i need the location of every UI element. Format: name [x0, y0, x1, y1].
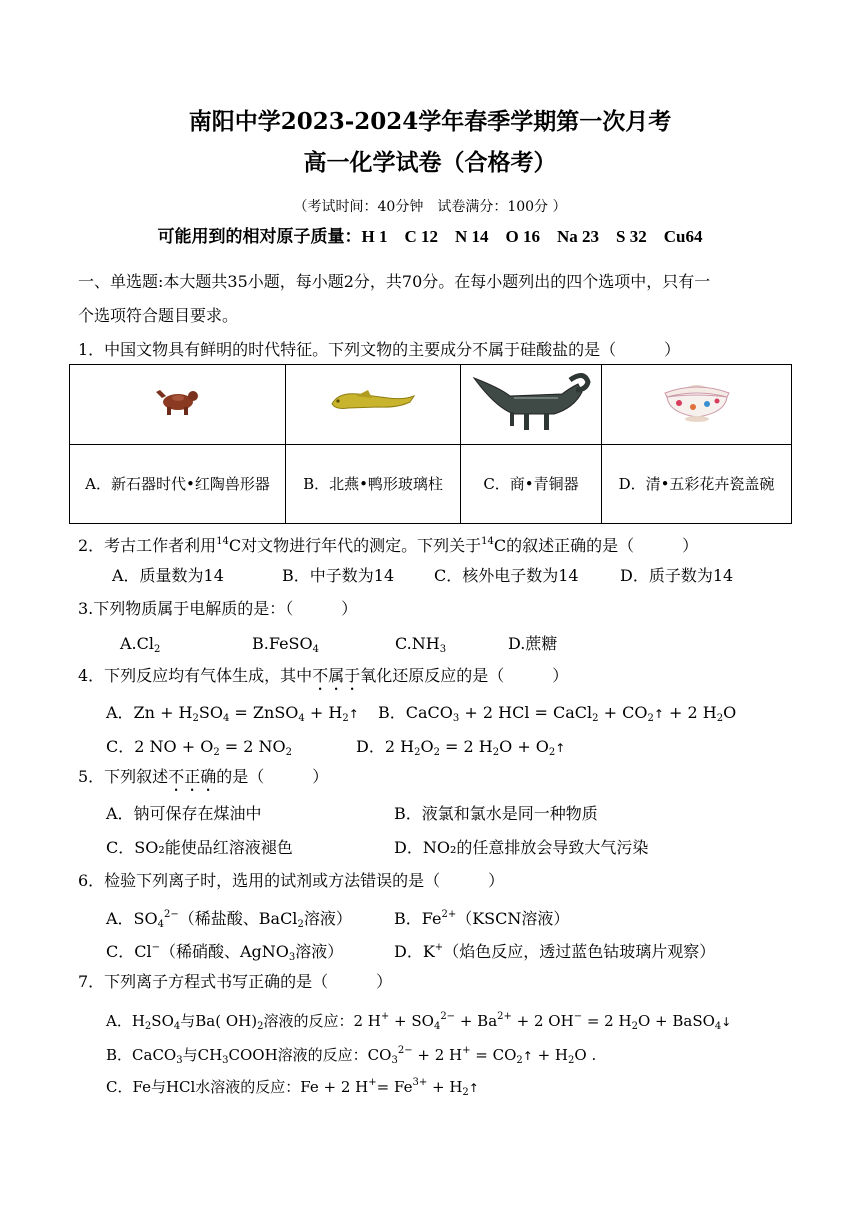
- atomic-masses: 可能用到的相对原子质量：H 1 C 12 N 14 O 16 Na 23 S 32 Cu64: [157, 227, 703, 246]
- q1-image-cell-c: [461, 365, 602, 445]
- exam-subtitle: 高一化学试卷（合格考）: [303, 149, 557, 176]
- q7-stem: 7．下列离子方程式书写正确的是（ ）: [78, 972, 393, 991]
- q6-stem: 6．检验下列离子时，选用的试剂或方法错误的是（ ）: [78, 871, 505, 890]
- q5-option-d: D．NO₂的任意排放会导致大气污染: [394, 838, 649, 857]
- q1-artifact-table: [69, 364, 792, 524]
- q2-stem: 2．考古工作者利用$^{14}$C对文物进行年代的测定。下列关于$^{14}$C的叙述正确的是（ ）: [78, 536, 699, 555]
- porcelain-bowl-icon: [659, 379, 735, 423]
- q4-option-b: B．CaCO$_3$ + 2 HCl = CaCl$_2$ + $CO_2↑ + 2$ $H_2O$: [378, 703, 737, 724]
- q4-option-c: C．2 NO + $O_2 = 2$ $NO_2$: [106, 737, 293, 758]
- q1-stem: 1．中国文物具有鲜明的时代特征。下列文物的主要成分不属于硅酸盐的是（ ）: [78, 340, 681, 359]
- q5-option-a: A．钠可保存在煤油中: [106, 804, 262, 823]
- q3-option-a: $A.Cl_2$: [120, 634, 161, 655]
- q6-option-a: A．$SO_4^{2-}$（稀盐酸、BaCl$_2$溶液）: [106, 909, 352, 930]
- q2-option-a: A．质量数为14: [112, 566, 224, 585]
- exam-info: （考试时间：40分钟 试卷满分：100分 ）: [293, 199, 567, 215]
- q3-stem: 3.下列物质属于电解质的是：（ ）: [78, 599, 358, 618]
- red-pottery-beast-icon: [154, 384, 202, 418]
- q1-image-cell-a: [70, 365, 286, 445]
- q2-option-b: B．中子数为14: [282, 566, 395, 585]
- q4-option-d: D．2 $H_2O_2 = 2$ $H_2O$ + $O_2↑$: [356, 737, 566, 758]
- q4-option-a: A．$Zn + H_2SO_4$ = ZnSO$_4$ + $H_2↑$: [106, 703, 359, 724]
- q1-image-cell-d: [602, 365, 792, 445]
- q4-stem: 4．下列反应均有气体生成，其中不属于氧化还原反应的是（ ）: [78, 666, 569, 685]
- q6-option-b: B．$Fe^{2+}(KSCN$溶液）: [394, 909, 570, 928]
- q5-stem: 5．下列叙述不正确的是（ ）: [78, 767, 329, 786]
- q7-option-b: B．CaCO$_3$与$CH_3COOH$溶液的反应：$CO_3^{2-} + 2$ $H^+ = CO_2↑ + H_2O$ .: [106, 1045, 597, 1066]
- q1-option-a: A．新石器时代•红陶兽形器: [70, 445, 286, 524]
- q2-option-d: D．质子数为14: [620, 566, 734, 585]
- q6-option-c: C．Cl−（稀硝酸、AgNO$_3$溶液）: [106, 942, 344, 963]
- q3-option-c: $C.NH_3$: [395, 634, 447, 655]
- exam-title: 南阳中学2023-2024学年春季学期第一次月考: [188, 108, 672, 135]
- duck-glass-icon: [328, 386, 418, 416]
- q6-option-d: D．K+（焰色反应，透过蓝色钴玻璃片观察）: [394, 942, 716, 961]
- q7-option-c: C．Fe与HCl水溶液的反应：Fe + 2 $H^+= Fe^{3+}$ + $H_2↑$: [106, 1077, 479, 1098]
- q2-option-c: C．核外电子数为14: [434, 566, 579, 585]
- q7-option-a: A．$H_2SO_4$与Ba( $OH)_2$溶液的反应：2 $H^+ + SO_4^{2-} + Ba^{2+} + 2$ OH− = 2 $H_2O$ + BaSO$_4$↓: [106, 1011, 732, 1032]
- q1-image-cell-b: [286, 365, 461, 445]
- bronze-vessel-icon: [470, 368, 592, 434]
- q1-option-b: B．北燕•鸭形玻璃柱: [286, 445, 461, 524]
- q5-option-c: C．SO₂能使品红溶液褪色: [106, 838, 293, 857]
- q1-option-c: C．商•青铜器: [461, 445, 602, 524]
- section-instruction-line2: 个选项符合题目要求。: [78, 306, 239, 325]
- q1-option-d: D．清•五彩花卉瓷盖碗: [602, 445, 792, 524]
- q3-option-d: D.蔗糖: [508, 634, 558, 653]
- section-instruction-line1: 一、单选题:本大题共35小题，每小题2分，共70分。在每小题列出的四个选项中，只有一: [78, 272, 711, 291]
- q3-option-b: B.FeSO$_4$: [252, 634, 319, 655]
- q5-option-b: B．液氯和氯水是同一种物质: [394, 804, 598, 823]
